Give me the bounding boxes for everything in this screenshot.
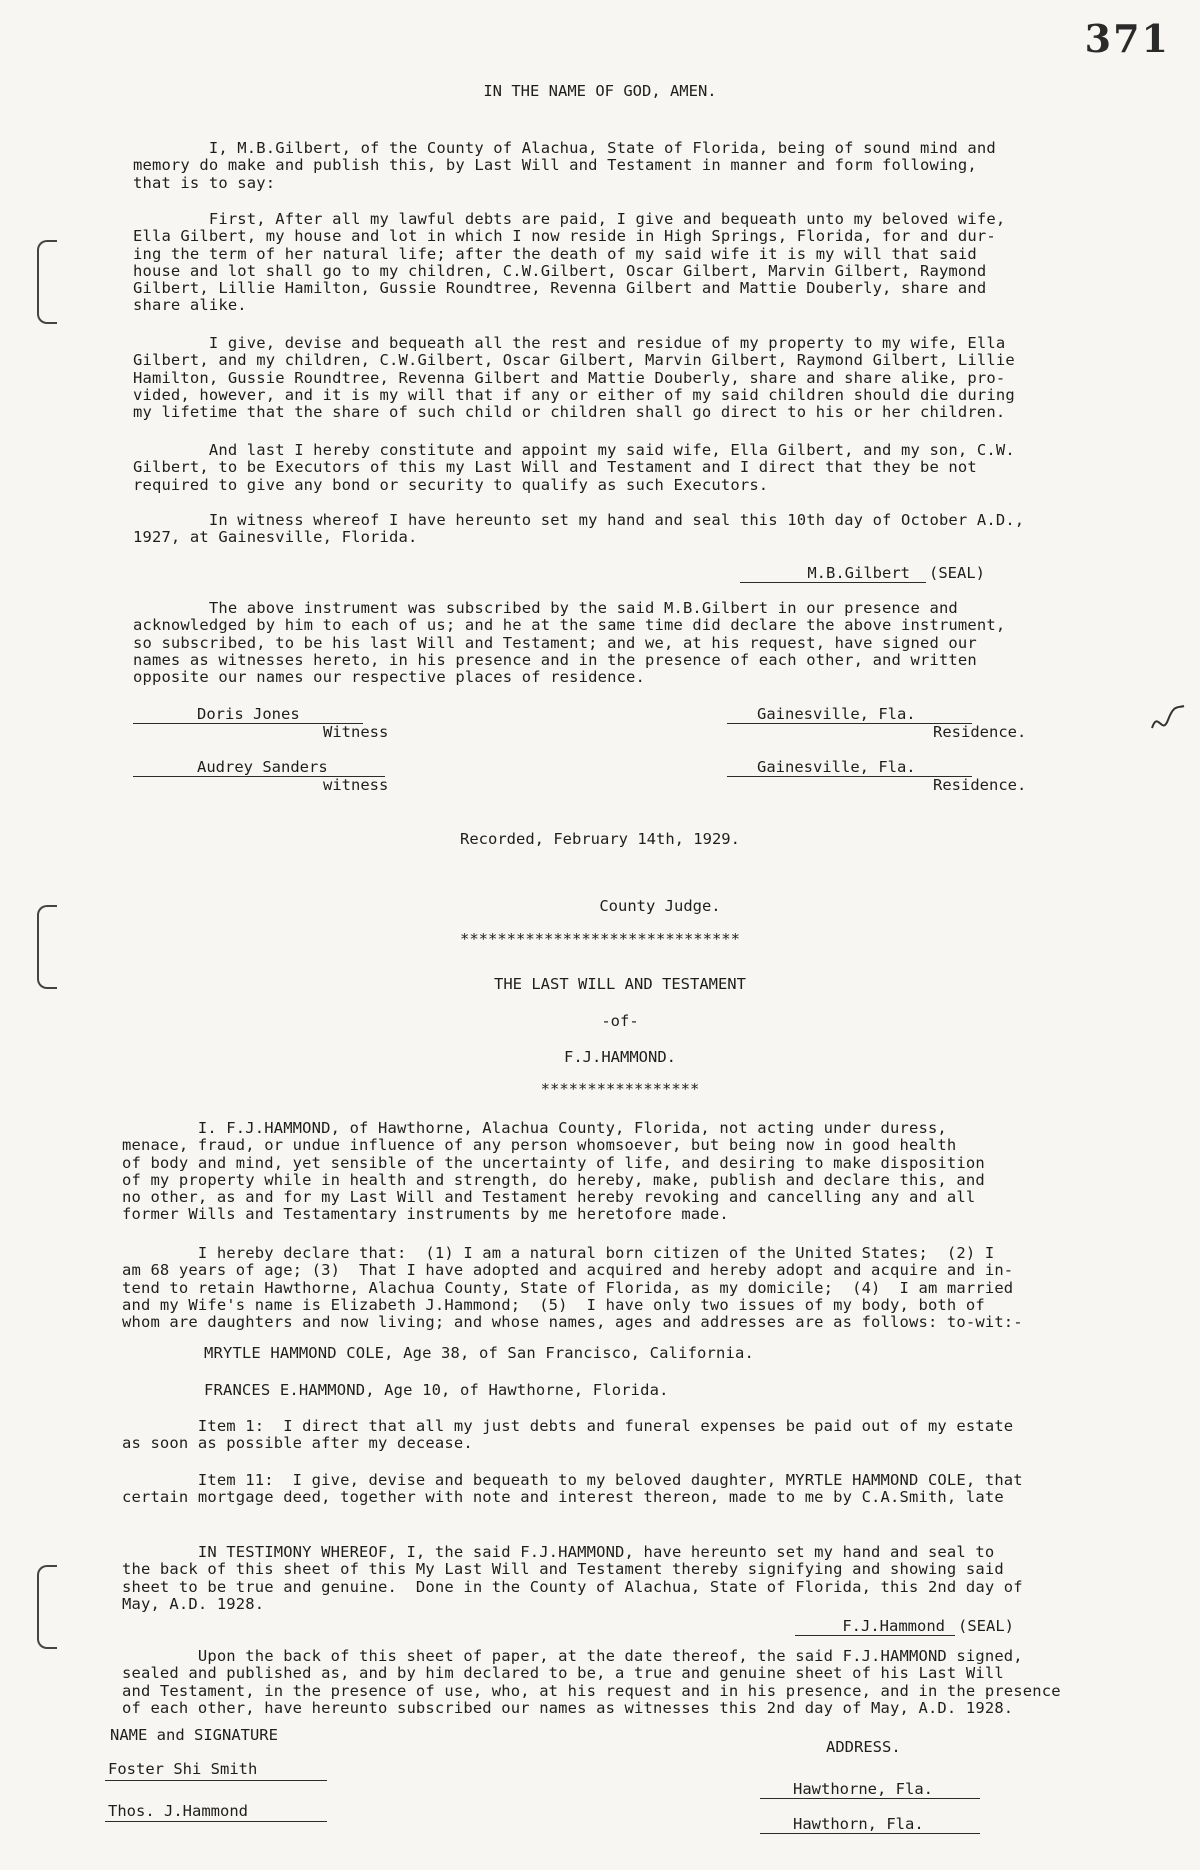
witness-name: Doris Jones	[197, 705, 300, 723]
signature-line	[760, 1798, 980, 1799]
will2-witness-address: Hawthorne, Fla.	[793, 1780, 933, 1798]
will2-declaration: I hereby declare that: (1) I am a natural born citizen of the United States; (2) I am 68 years of age; (3) That I have adopted and acquired and hereby adopt and acquire and in- tend to retain Hawthorne, Alachua County, State of Florida, as my domicile; (4) I am married and my Wife's name is Elizabeth J.Hammond; (5) I have only two issues of my body, both of whom are daughters and now living; and whose names, ages and addresses are as follows: to-wit:-	[122, 1244, 1023, 1332]
will2-of: -of-	[601, 1012, 639, 1030]
binder-hole	[37, 240, 57, 324]
will1-residue-clause: I give, devise and bequeath all the rest and residue of my property to my wife, Ella Gilbert, and my children, C.W.Gilbert, Oscar Gilbert, Marvin Gilbert, Raymond Gilbert, Lillie Hamilton, Gussie Roundtree, Revenna Gilbert and Mattie Douberly, share and share alike, pro- vided, however, and it is my will that if any or either of my said children should die during my lifetime that the share of such child or children shall go direct to his or her children.	[133, 334, 1015, 422]
signature-line	[105, 1821, 327, 1822]
will2-witness-name: Foster Shi Smith	[108, 1760, 258, 1778]
will2-signature: F.J.Hammond	[842, 1617, 945, 1635]
signature-line	[105, 1780, 327, 1781]
residence-label: Residence.	[933, 723, 1027, 741]
witness-role: Witness	[323, 723, 389, 741]
will2-item-1: Item 1: I direct that all my just debts and funeral expenses be paid out of my estate as soon as possible after my decease.	[122, 1417, 1014, 1453]
will2-daughter-2: FRANCES E.HAMMOND, Age 10, of Hawthorne, Florida.	[204, 1381, 669, 1399]
county-judge: County Judge.	[599, 897, 721, 915]
recorded-date: Recorded, February 14th, 1929.	[460, 830, 740, 848]
witness-name: Audrey Sanders	[197, 758, 328, 776]
will1-witness-clause: In witness whereof I have hereunto set my hand and seal this 10th day of October A.D., 1927, at Gainesville, Florida.	[133, 511, 1025, 547]
address-label: ADDRESS.	[826, 1738, 901, 1756]
signature-line	[795, 1635, 955, 1636]
will2-witness-address: Hawthorn, Fla.	[793, 1815, 924, 1833]
will2-title: THE LAST WILL AND TESTAMENT	[494, 975, 746, 993]
signature-line	[740, 582, 926, 583]
witness-role: witness	[323, 776, 389, 794]
page-number: 371	[1084, 16, 1170, 61]
separator-stars: ******************************	[460, 930, 740, 948]
will1-signature: M.B.Gilbert	[807, 564, 910, 582]
witness-residence: Gainesville, Fla.	[757, 758, 916, 776]
will2-seal: (SEAL)	[958, 1617, 1014, 1635]
witness-residence: Gainesville, Fla.	[757, 705, 916, 723]
margin-pen-mark	[1148, 700, 1188, 740]
will2-testator-name: F.J.HAMMOND.	[564, 1048, 676, 1066]
will1-seal: (SEAL)	[929, 564, 985, 582]
will2-testimony: IN TESTIMONY WHEREOF, I, the said F.J.HAMMOND, have hereunto set my hand and seal to the back of this sheet of this My Last Will and Testament thereby signifying and showing said sheet to be true and genuine. Done in the County of Alachua, State of Florida, this 2nd day of May, A.D. 1928.	[122, 1543, 1023, 1613]
will1-intro: I, M.B.Gilbert, of the County of Alachua, State of Florida, being of sound mind and memory do make and publish this, by Last Will and Testament in manner and form following, that is to say:	[133, 139, 996, 192]
will2-attestation: Upon the back of this sheet of paper, at the date thereof, the said F.J.HAMMOND signed, sealed and published as, and by him declared to be, a true and genuine sheet of his Last Will and Testament, in the presence of use, who, at his request and in his presence, and in the presence of each other, have hereunto subscribed our names as witnesses this 2nd day of May, A.D. 1928.	[122, 1647, 1061, 1717]
will1-first-clause: First, After all my lawful debts are paid, I give and bequeath unto my beloved wife, Ella Gilbert, my house and lot in which I now reside in High Springs, Florida, for and dur- ing the term of her natural life; after the death of my said wife it is my will that said house and lot shall go to my children, C.W.Gilbert, Oscar Gilbert, Marvin Gilbert, Raymond Gilbert, Lillie Hamilton, Gussie Roundtree, Revenna Gilbert and Mattie Douberly, share and share alike.	[133, 210, 1006, 315]
will2-daughter-1: MRYTLE HAMMOND COLE, Age 38, of San Francisco, California.	[204, 1344, 754, 1362]
will1-attestation: The above instrument was subscribed by the said M.B.Gilbert in our presence and acknowledged by him to each of us; and he at the same time did declare the above instrument, so subscribed, to be his last Will and Testament; and we, at his request, have signed our names as witnesses hereto, in his presence and in the presence of each other, and written opposite our names our respective places of residence.	[133, 599, 1006, 687]
residence-label: Residence.	[933, 776, 1027, 794]
will2-intro: I. F.J.HAMMOND, of Hawthorne, Alachua County, Florida, not acting under duress, menace, fraud, or undue influence of any person whomsoever, but being now in good health of body and mind, yet sensible of the uncertainty of life, and desiring to make disposition of my property while in health and strength, do hereby, make, publish and declare this, and no other, as and for my Last Will and Testament hereby revoking and cancelling any and all former Wills and Testamentary instruments by me heretofore made.	[122, 1119, 985, 1224]
will2-item-2: Item 11: I give, devise and bequeath to my beloved daughter, MYRTLE HAMMOND COLE, that certain mortgage deed, together with note and interest thereon, made to me by C.A.Smith, late	[122, 1471, 1023, 1507]
will2-witness-name: Thos. J.Hammond	[108, 1802, 248, 1820]
name-signature-label: NAME and SIGNATURE	[110, 1726, 278, 1744]
separator-stars: *****************	[540, 1080, 700, 1098]
will1-executors-clause: And last I hereby constitute and appoint my said wife, Ella Gilbert, and my son, C.W. Gilbert, to be Executors of this my Last Will and Testament and I direct that they be not required to give any bond or security to qualify as such Executors.	[133, 441, 1015, 494]
binder-hole	[37, 1565, 57, 1649]
signature-line	[760, 1833, 980, 1834]
will-heading: IN THE NAME OF GOD, AMEN.	[483, 82, 717, 100]
